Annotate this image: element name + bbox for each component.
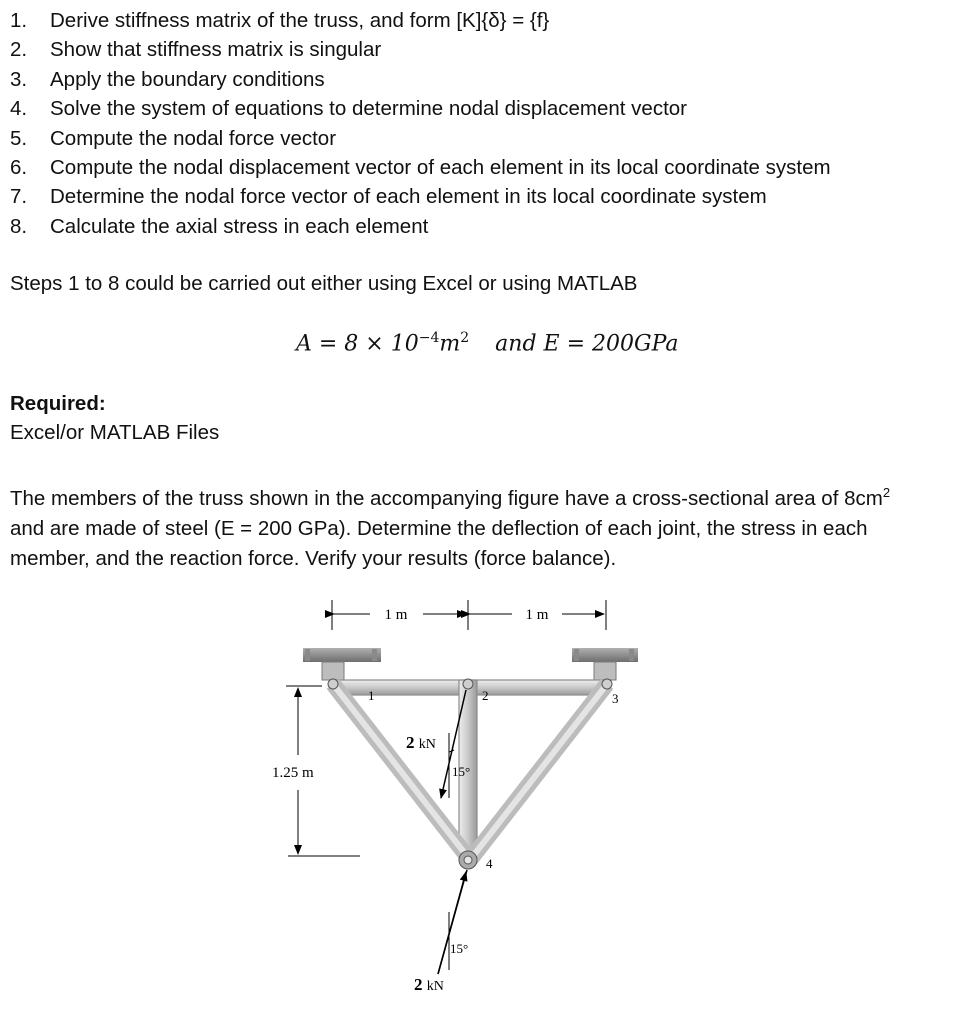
step-item: 4. Solve the system of equations to determine nodal displacement vector [10, 97, 687, 121]
step-item: 3. Apply the boundary conditions [10, 67, 325, 91]
dim-label-left: 1 m [384, 607, 408, 623]
dimension-top [332, 600, 606, 630]
support-left [303, 648, 381, 680]
force-bottom-angle: 15° [450, 941, 469, 956]
steps-note: Steps 1 to 8 could be carried out either using Excel or using MATLAB [10, 272, 638, 295]
dim-label-height: 1.25 m [272, 765, 314, 781]
step-item: 1. Derive stiffness matrix of the truss, and form [K]{δ} = {f} [10, 9, 550, 32]
node-label-2: 2 [482, 688, 489, 703]
step-item: 6. Compute the nodal displacement vector of each element in its local coordinate system [10, 155, 831, 179]
dim-label-right: 1 m [525, 607, 549, 623]
node-label-4: 4 [486, 856, 493, 871]
step-item: 7. Determine the nodal force vector of each element in its local coordinate system [10, 185, 767, 209]
node-label-1: 1 [368, 688, 375, 703]
support-right [572, 648, 638, 680]
step-item: 2. Show that stiffness matrix is singular [10, 38, 382, 62]
force-arrow-bottom [438, 870, 467, 974]
force-top-label: 2 kN [406, 733, 436, 752]
problem-statement: The members of the truss shown in the accompanying figure have a cross-sectional area of $8cm^2$ and are made of steel (E = 200 GPa). Determine the deflection of each joint, the stress in each member, and the reaction force. Verify your results (force balance). [10, 485, 891, 570]
step-item: 5. Compute the nodal force vector [10, 126, 337, 150]
force-bottom-label: 2 kN [414, 975, 444, 994]
step-item: 8. Calculate the axial stress in each element [10, 214, 429, 238]
required-text: Excel/or MATLAB Files [10, 421, 220, 444]
required-heading: Required: [10, 392, 106, 415]
node-label-3: 3 [612, 691, 619, 706]
material-equation: $A = 8 \times 10^{-4}m^2$ and E = 200GPa [296, 330, 679, 357]
force-top-angle: 15° [452, 764, 471, 779]
